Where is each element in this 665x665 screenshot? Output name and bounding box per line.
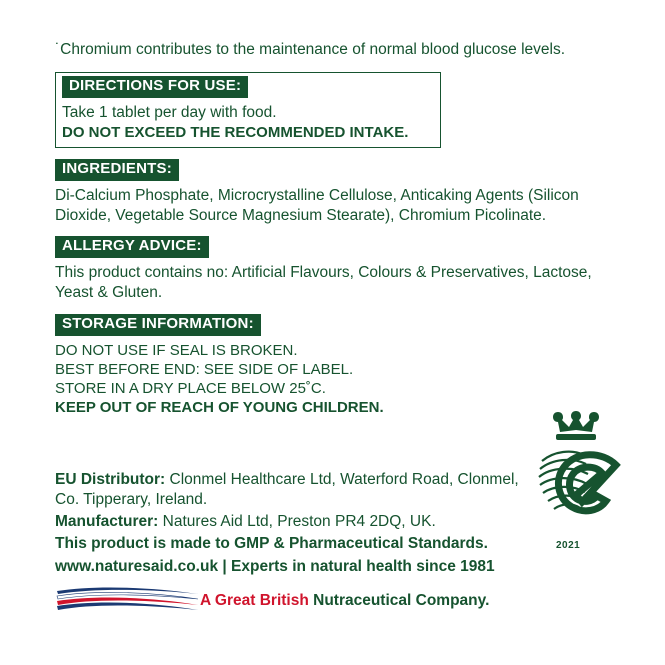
- union-jack-swoosh-icon: [55, 585, 200, 617]
- directions-box: [55, 72, 441, 148]
- label-footer: [55, 470, 525, 579]
- tagline: [200, 592, 489, 610]
- manufacturer-line: [55, 512, 525, 532]
- manufacturer-value: Natures Aid Ltd, Preston PR4 2DQ, UK.: [158, 513, 436, 531]
- storage-heading-wrap: [55, 314, 615, 339]
- eu-distributor-value: Clonmel Healthcare Ltd, Waterford Road, Clonmel, Co. Tipperary, Ireland.: [55, 471, 519, 509]
- standards-line: [55, 534, 525, 554]
- storage-information-heading: STORAGE INFORMATION:: [55, 314, 261, 336]
- tagline-rest-text: Nutraceutical Company.: [308, 592, 490, 609]
- storage-line-4: KEEP OUT OF REACH OF YOUNG CHILDREN.: [55, 399, 384, 417]
- standards-text: This product is made to GMP & Pharmaceutical Standards.: [55, 535, 488, 553]
- chromium-claim-text: ˙Chromium contributes to the maintenance of normal blood glucose levels.: [55, 41, 566, 58]
- queens-award-crown-icon: [520, 405, 632, 555]
- section-storage-information: [55, 314, 615, 418]
- directions-heading-wrap: [62, 76, 434, 101]
- allergy-advice-text: This product contains no: Artificial Flavours, Colours & Preservatives, Lactose, Yeast & Gluten.: [55, 264, 592, 302]
- eu-distributor-line: [55, 470, 525, 510]
- ingredients-heading: INGREDIENTS:: [55, 159, 179, 181]
- website-line: www.naturesaid.co.uk | Experts in natural health since 1981: [55, 557, 495, 575]
- eu-distributor-label: EU Distributor:: [55, 471, 166, 488]
- label-content: [55, 40, 615, 428]
- storage-line-1: DO NOT USE IF SEAL IS BROKEN.: [55, 341, 298, 359]
- award-year: 2021: [556, 540, 581, 551]
- section-allergy-advice: [55, 236, 615, 302]
- directions-line-2: DO NOT EXCEED THE RECOMMENDED INTAKE.: [62, 123, 409, 141]
- directions-heading: DIRECTIONS FOR USE:: [62, 76, 248, 98]
- section-ingredients: [55, 159, 615, 225]
- allergy-heading-wrap: [55, 236, 615, 261]
- allergy-advice-heading: ALLERGY ADVICE:: [55, 236, 209, 258]
- storage-line-2: BEST BEFORE END: SEE SIDE OF LABEL.: [55, 360, 354, 378]
- manufacturer-label: Manufacturer:: [55, 513, 159, 531]
- ingredients-text: Di-Calcium Phosphate, Microcrystalline Cellulose, Anticaking Agents (Silicon Dioxide, Vegetable Source Magnesium Stearate), Chromium Picolinate.: [55, 186, 579, 224]
- ingredients-heading-wrap: [55, 159, 615, 184]
- section-directions-for-use: [55, 72, 615, 148]
- tagline-red-text: A Great British: [200, 592, 309, 609]
- storage-line-3: STORE IN A DRY PLACE BELOW 25˚C.: [55, 380, 326, 398]
- directions-line-1: Take 1 tablet per day with food.: [62, 103, 277, 121]
